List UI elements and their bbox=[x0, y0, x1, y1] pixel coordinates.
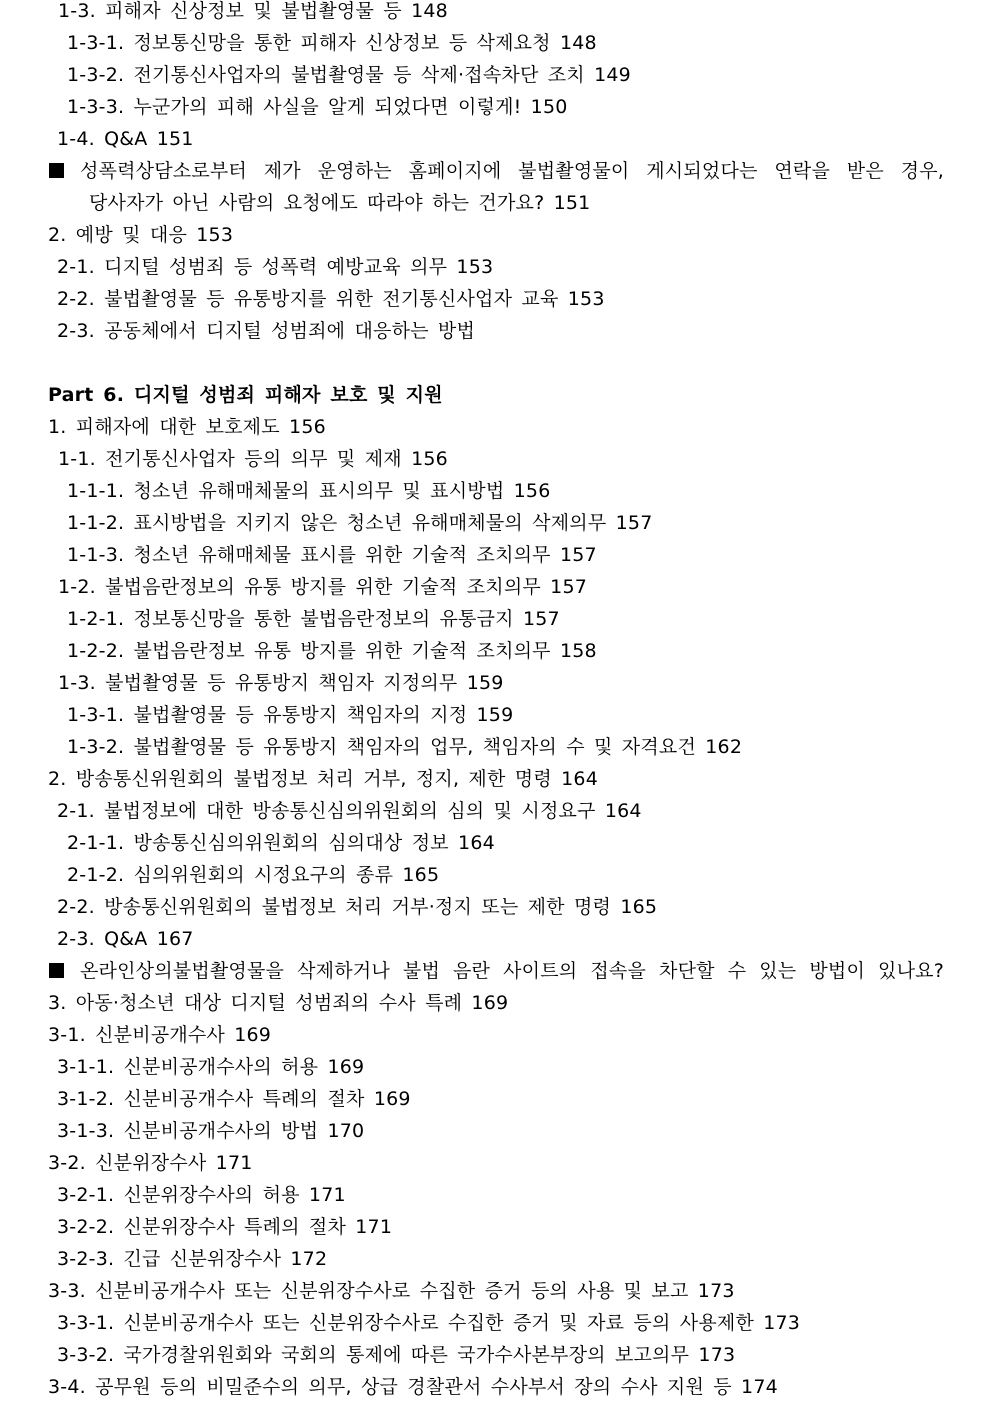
toc-entry[interactable] bbox=[57, 1312, 800, 1344]
square-bullet-icon bbox=[49, 163, 64, 178]
toc-entry-text: 1-3-2. 전기통신사업자의 불법촬영물 등 삭제·접속차단 조치 149 bbox=[67, 64, 631, 86]
toc-entry-text: 1-1-1. 청소년 유해매체물의 표시의무 및 표시방법 156 bbox=[67, 480, 551, 502]
toc-entry-text: 2-2. 불법촬영물 등 유통방지를 위한 전기통신사업자 교육 153 bbox=[57, 288, 605, 310]
toc-entry-text: 2. 예방 및 대응 153 bbox=[48, 224, 234, 246]
part-heading[interactable] bbox=[48, 384, 443, 416]
toc-question-entry[interactable] bbox=[49, 160, 944, 192]
toc-entry-text: 1-1. 전기통신사업자 등의 의무 및 제재 156 bbox=[58, 448, 448, 470]
toc-entry[interactable] bbox=[48, 224, 233, 256]
toc-entry-text: 3-1-1. 신분비공개수사의 허용 169 bbox=[57, 1056, 365, 1078]
toc-entry-text: 1-3-1. 정보통신망을 통한 피해자 신상정보 등 삭제요청 148 bbox=[67, 32, 597, 54]
toc-entry[interactable] bbox=[67, 96, 568, 128]
toc-entry[interactable] bbox=[48, 1376, 778, 1408]
toc-entry[interactable] bbox=[48, 1024, 271, 1056]
toc-entry-text: 온라인상의불법촬영물을 삭제하거나 불법 음란 사이트의 접속을 차단할 수 있는 방법이 있나요? bbox=[80, 960, 944, 982]
toc-entry-text: 3-3. 신분비공개수사 또는 신분위장수사로 수집한 증거 등의 사용 및 보고 173 bbox=[48, 1280, 735, 1302]
toc-entry[interactable] bbox=[48, 768, 598, 800]
toc-entry-text: 당사자가 아닌 사람의 요청에도 따라야 하는 건가요? 151 bbox=[89, 192, 591, 214]
toc-entry[interactable] bbox=[67, 736, 742, 768]
toc-entry[interactable] bbox=[57, 288, 605, 320]
toc-entry[interactable] bbox=[48, 992, 508, 1024]
toc-entry-text: 2-2. 방송통신위원회의 불법정보 처리 거부·정지 또는 제한 명령 165 bbox=[57, 896, 658, 918]
toc-entry-text: 1-3-1. 불법촬영물 등 유통방지 책임자의 지정 159 bbox=[67, 704, 514, 726]
toc-entry-text: 3. 아동·청소년 대상 디지털 성범죄의 수사 특례 169 bbox=[48, 992, 509, 1014]
toc-entry[interactable] bbox=[58, 0, 448, 32]
toc-entry[interactable] bbox=[67, 480, 551, 512]
toc-entry-text: 1-3-3. 누군가의 피해 사실을 알게 되었다면 이렇게! 150 bbox=[67, 96, 568, 118]
toc-entry[interactable] bbox=[67, 512, 653, 544]
toc-entry-text: 3-1-3. 신분비공개수사의 방법 170 bbox=[57, 1120, 365, 1142]
toc-entry[interactable] bbox=[57, 1120, 364, 1152]
toc-entry[interactable] bbox=[57, 320, 475, 352]
toc-entry-text: 2-1. 디지털 성범죄 등 성폭력 예방교육 의무 153 bbox=[57, 256, 494, 278]
toc-entry-text: 2-1. 불법정보에 대한 방송통신심의위원회의 심의 및 시정요구 164 bbox=[57, 800, 642, 822]
toc-entry[interactable] bbox=[58, 672, 504, 704]
toc-entry-text: 3-3-2. 국가경찰위원회와 국회의 통제에 따른 국가수사본부장의 보고의무 173 bbox=[57, 1344, 736, 1366]
toc-entry-text: 2. 방송통신위원회의 불법정보 처리 거부, 정지, 제한 명령 164 bbox=[48, 768, 598, 790]
toc-entry-text: 1-3-2. 불법촬영물 등 유통방지 책임자의 업무, 책임자의 수 및 자격요건 162 bbox=[67, 736, 743, 758]
toc-entry-text: 1-3. 불법촬영물 등 유통방지 책임자 지정의무 159 bbox=[58, 672, 504, 694]
toc-entry[interactable] bbox=[57, 1088, 411, 1120]
toc-entry-text: 3-4. 공무원 등의 비밀준수의 의무, 상급 경찰관서 수사부서 장의 수사 지원 등 174 bbox=[48, 1376, 778, 1398]
toc-entry-text: 3-2-2. 신분위장수사 특례의 절차 171 bbox=[57, 1216, 393, 1238]
toc-entry[interactable] bbox=[67, 32, 597, 64]
toc-entry[interactable] bbox=[57, 1344, 735, 1376]
toc-entry[interactable] bbox=[67, 864, 439, 896]
toc-entry-text: 2-3. 공동체에서 디지털 성범죄에 대응하는 방법 bbox=[57, 320, 476, 342]
toc-entry[interactable] bbox=[57, 1056, 364, 1088]
toc-entry[interactable] bbox=[57, 128, 194, 160]
toc-entry[interactable] bbox=[67, 704, 513, 736]
toc-entry-text: 1-3. 피해자 신상정보 및 불법촬영물 등 148 bbox=[58, 0, 448, 22]
toc-entry[interactable] bbox=[67, 832, 495, 864]
toc-entry[interactable] bbox=[48, 416, 326, 448]
toc-entry[interactable] bbox=[58, 576, 587, 608]
toc-entry[interactable] bbox=[57, 256, 493, 288]
toc-entry-text: 1-1-2. 표시방법을 지키지 않은 청소년 유해매체물의 삭제의무 157 bbox=[67, 512, 653, 534]
toc-entry-text: 3-2. 신분위장수사 171 bbox=[48, 1152, 253, 1174]
toc-entry-text: 1-1-3. 청소년 유해매체물 표시를 위한 기술적 조치의무 157 bbox=[67, 544, 597, 566]
toc-entry[interactable] bbox=[67, 64, 631, 96]
toc-entry[interactable] bbox=[57, 1248, 327, 1280]
toc-entry-text: Part 6. 디지털 성범죄 피해자 보호 및 지원 bbox=[48, 384, 443, 406]
toc-entry[interactable] bbox=[67, 640, 597, 672]
toc-entry-text: 2-1-2. 심의위원회의 시정요구의 종류 165 bbox=[67, 864, 440, 886]
toc-entry[interactable] bbox=[48, 1280, 735, 1312]
toc-entry[interactable] bbox=[67, 608, 560, 640]
toc-question-continuation bbox=[89, 192, 590, 224]
toc-entry-text: 3-2-3. 긴급 신분위장수사 172 bbox=[57, 1248, 328, 1270]
toc-entry-text: 3-1-2. 신분비공개수사 특례의 절차 169 bbox=[57, 1088, 411, 1110]
toc-entry[interactable] bbox=[48, 1152, 253, 1184]
toc-entry[interactable] bbox=[58, 448, 448, 480]
toc-entry-text: 1-2-1. 정보통신망을 통한 불법음란정보의 유통금지 157 bbox=[67, 608, 560, 630]
toc-entry-text: 3-2-1. 신분위장수사의 허용 171 bbox=[57, 1184, 346, 1206]
toc-entry[interactable] bbox=[57, 928, 194, 960]
toc-entry[interactable] bbox=[57, 896, 657, 928]
toc-entry-text: 1-4. Q&A 151 bbox=[57, 128, 194, 150]
toc-question-entry[interactable] bbox=[49, 960, 944, 992]
toc-entry-text: 1-2-2. 불법음란정보 유통 방지를 위한 기술적 조치의무 158 bbox=[67, 640, 597, 662]
toc-entry[interactable] bbox=[57, 1216, 392, 1248]
toc-entry-text: 1-2. 불법음란정보의 유통 방지를 위한 기술적 조치의무 157 bbox=[58, 576, 588, 598]
toc-entry-text: 1. 피해자에 대한 보호제도 156 bbox=[48, 416, 326, 438]
toc-entry-text: 2-3. Q&A 167 bbox=[57, 928, 194, 950]
toc-entry-text: 2-1-1. 방송통신심의위원회의 심의대상 정보 164 bbox=[67, 832, 495, 854]
toc-entry[interactable] bbox=[57, 800, 642, 832]
square-bullet-icon bbox=[49, 963, 64, 978]
toc-entry[interactable] bbox=[67, 544, 597, 576]
toc-entry-text: 성폭력상담소로부터 제가 운영하는 홈페이지에 불법촬영물이 게시되었다는 연락을 받은 경우, bbox=[80, 160, 944, 182]
toc-entry-text: 3-1. 신분비공개수사 169 bbox=[48, 1024, 272, 1046]
toc-entry[interactable] bbox=[57, 1184, 346, 1216]
toc-entry-text: 3-3-1. 신분비공개수사 또는 신분위장수사로 수집한 증거 및 자료 등의 사용제한 173 bbox=[57, 1312, 801, 1334]
